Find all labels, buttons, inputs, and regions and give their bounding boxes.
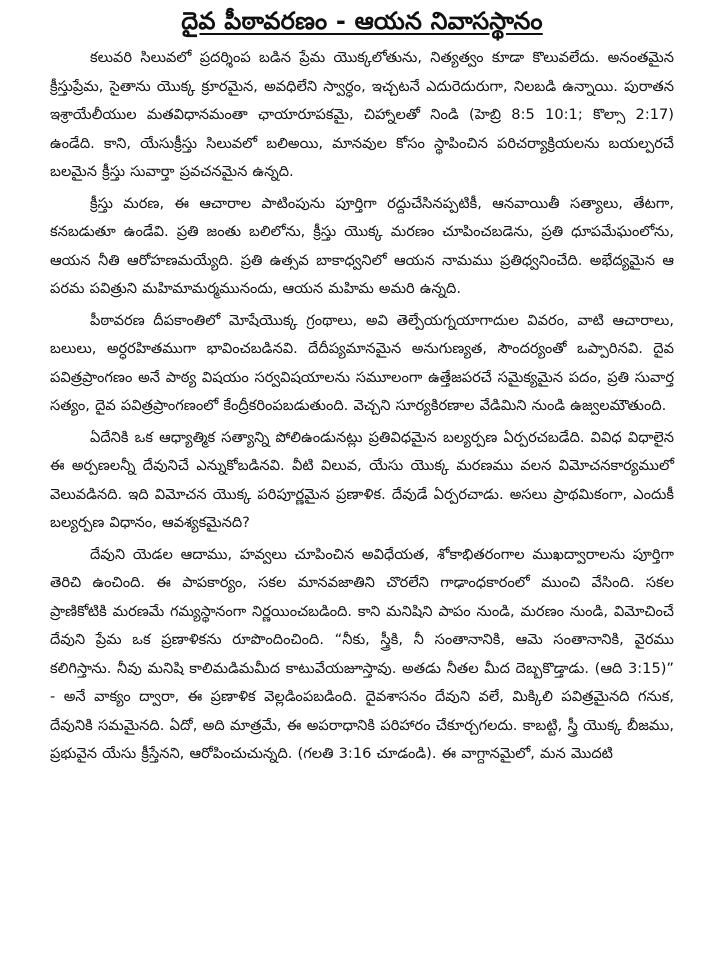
paragraph: ఏదేనికి ఒక ఆధ్యాత్మిక సత్యాన్ని పోలిఉండునట్లు ప్రతివిధమైన బల్యర్పణ ఏర్పరచబడేది. వివిధ విధాలైన ఈ అర్పణలన్నీ దేవునిచే ఎన్నుకోబడినవి. వీటి విలువ, యేసు యొక్క మరణము వలన విమోచనకార్యములో వెలువడినది. ఇది విమోచన యొక్క పరిపూర్ణమైన ప్రణాళిక. దేవుడే ఏర్పరచాడు. అసలు ప్రాథమికంగా, ఎందుకీ బల్యర్పణ విధానం, ఆవశ్యకమైనది? [50,428,674,531]
paragraph: పీఠావరణ దీపకాంతిలో మోషేయొక్క గ్రంథాలు, అవి తెల్పేయగ్నయాగాదుల వివరం, వాటి ఆచారాలు, బలులు, అర్ధరహితముగా భావించబడినవి. దేదీప్యమానమైన అనుగుణ్యత, సౌందర్యంతో ఒప్పారినవి. దైవ పవిత్రప్రాంగణం అనే పాఠ్య విషయం సర్వవిషయాలను సమూలంగా ఉత్తేజపరచే సమైక్యమైన పదం, ప్రతి సువార్త సత్యం, దైవ పవిత్రప్రాంగణంలో కేంద్రీకరింపబడుతుంది. వెచ్చని సూర్యకిరణాల వేడిమిని నుండి ఉజ్వలమౌతుంది. [50,311,674,414]
document-title: దైవ పీఠావరణం - ఆయన నివాసస్థానం [181,7,543,35]
paragraph: దేవుని యెడల ఆదాము, హవ్వలు చూపించిన అవిధేయత, శోకాభితరంగాల ముఖద్వారాలను పూర్తిగా తెరిచి ఉంచింది. ఈ పాపకార్యం, సకల మానవజాతిని చొరలేని గాఢాంధకారంలో ముంచి వేసింది. సకల ప్రాణికోటికి మరణమే గమ్యస్థానంగా నిర్ణయించబడింది. కాని మనిషిని పాపం నుండి, మరణం నుండి, విమోచించే దేవుని ప్రేమ ఒక ప్రణాళికను రూపొందించింది. “నీకు, స్త్రీకి, నీ సంతానానికి, ఆమె సంతానానికి, వైరము కలిగిస్తాను. నీవు మనిషి కాలిమడిమమీద కాటువేయజూస్తావు. అతడు నీతల మీద దెబ్బకొడ్తాడు. (ఆది 3:15)” - అనే వాక్యం ద్వారా, ఈ ప్రణాళిక వెల్లడింపబడింది. దైవశాసనం దేవుని వలే, మిక్కిలి పవిత్రమైనది గనుక, దేవునికి సమమైనది. ఏదో, అది మాత్రమే, ఈ అపరాధానికి పరిహారం చేకూర్చగలదు. కాబట్టి, స్త్రీ యొక్క బీజము, ప్రభువైన యేసు క్రీస్తేనని, ఆరోపించుచున్నది. (గలతి 3:16 చూడండి). ఈ వాగ్దానమైలో, మన మొదటి [50,545,674,762]
paragraph: కలువరి సిలువలో ప్రదర్శింప బడిన ప్రేమ యొక్కలోతును, నిత్యత్వం కూడా కొలువలేదు. అనంతమైన క్రీస్తుప్రేమ, సైతాను యొక్క క్రూరమైన, అవధిలేని స్వార్ధం, ఇచ్చటనే ఎదురెదురుగా, నిలబడి ఉన్నాయి. పురాతన ఇశ్రాయేలీయుల మతవిధానమంతా ఛాయారూపకమై, చిహ్నాలతో నిండి (హెబ్రి 8:5 10:1; కొల్సా 2:17) ఉండేది. కాని, యేసుక్రీస్తు సిలువలో బలిఅయి, మానవుల కోసం స్థాపించిన పరిచర్యాక్రియలను బయల్పరచే బలమైన క్రీస్తు సువార్తా ప్రవచనమైన ఉన్నది. [50,49,674,180]
paragraph: క్రీస్తు మరణ, ఈ ఆచారాల పాటింపును పూర్తిగా రద్దుచేసినప్పటికీ, ఆనవాయితీ సత్యాలు, తేటగా, కనబడుతూ ఉండేవి. ప్రతి జంతు బలిలోను, క్రీస్తు యొక్క మరణం చూపించబడెను, ప్రతి ధూపమేఘంలోను, ఆయన నీతి ఆరోహణమయ్యేది. ప్రతి ఉత్సవ బాకాధ్వనిలో ఆయన నామము ప్రతిధ్వనించేది. అభేద్యమైన ఆ పరమ పవిత్రుని మహిమామర్మమునందు, ఆయన మహిమ అమరి ఉన్నది. [50,194,674,297]
